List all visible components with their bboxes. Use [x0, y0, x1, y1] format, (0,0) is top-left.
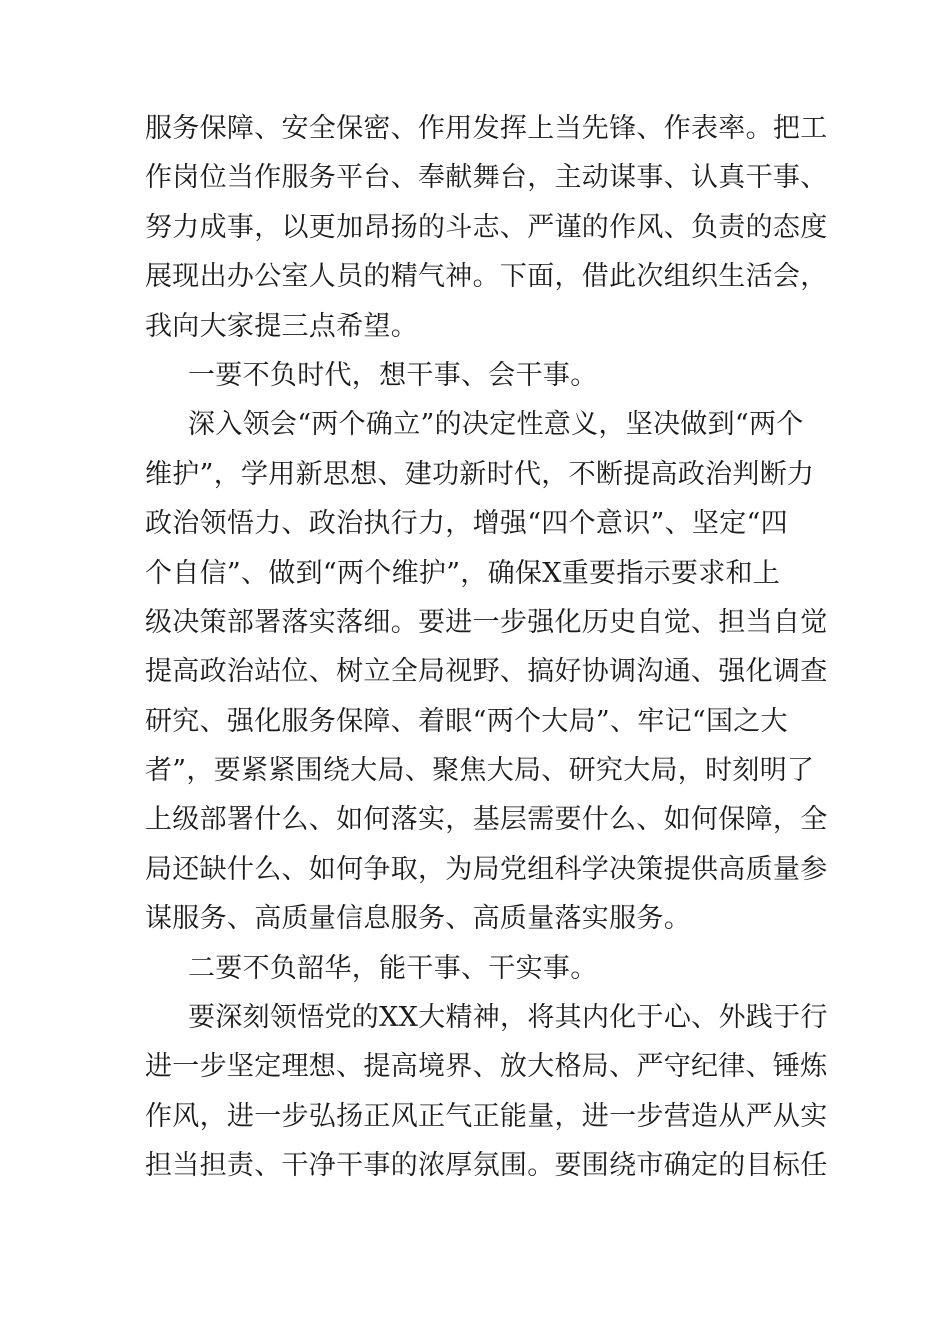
- text-line: 局还缺什么、如何争取，为局党组科学决策提供高质量参: [145, 853, 828, 885]
- text-line: 者”，要紧紧围绕大局、聚焦大局、研究大局，时刻明了: [145, 755, 815, 787]
- section-heading-1: 一要不负时代，想干事、会干事。: [188, 359, 598, 391]
- text-line: 我向大家提三点希望。: [145, 310, 418, 342]
- text-line: 级决策部署落实落细。要进一步强化历史自觉、担当自觉: [145, 606, 828, 638]
- text-line: 进一步坚定理想、提高境界、放大格局、严守纪律、锤炼: [145, 1051, 828, 1083]
- text-line: 政治领悟力、政治执行力，增强“四个意识”、坚定“四: [145, 508, 788, 540]
- text-line: 提高政治站位、树立全局视野、搞好协调沟通、强化调查: [145, 656, 828, 688]
- text-line: 展现出办公室人员的精气神。下面，借此次组织生活会，: [145, 261, 828, 293]
- paragraph-start: 深入领会“两个确立”的决定性意义，坚决做到“两个: [188, 409, 804, 441]
- section-heading-2: 二要不负韶华，能干事、干实事。: [188, 952, 598, 984]
- text-line: 服务保障、安全保密、作用发挥上当先锋、作表率。把工: [145, 113, 828, 144]
- text-line: 个自信”、做到“两个维护”，确保X重要指示要求和上: [145, 557, 781, 589]
- document-body: [145, 104, 828, 1191]
- text-line: 担当担责、干净干事的浓厚氛围。要围绕市确定的目标任: [145, 1150, 828, 1182]
- text-line: 努力成事，以更加昂扬的斗志、严谨的作风、负责的态度: [145, 211, 828, 243]
- text-line: 维护”，学用新思想、建功新时代，不断提高政治判断力: [145, 458, 815, 490]
- text-line: 作风，进一步弘扬正风正气正能量，进一步营造从严从实: [145, 1100, 828, 1132]
- text-line: 谋服务、高质量信息服务、高质量落实服务。: [145, 903, 691, 935]
- paragraph-start: 要深刻领悟党的XX大精神，将其内化于心、外践于行: [188, 1002, 828, 1034]
- text-line: 作岗位当作服务平台、奉献舞台，主动谋事、认真干事、: [145, 162, 828, 194]
- text-line: 上级部署什么、如何落实，基层需要什么、如何保障，全: [145, 804, 828, 836]
- text-line: 研究、强化服务保障、着眼“两个大局”、牢记“国之大: [145, 705, 788, 737]
